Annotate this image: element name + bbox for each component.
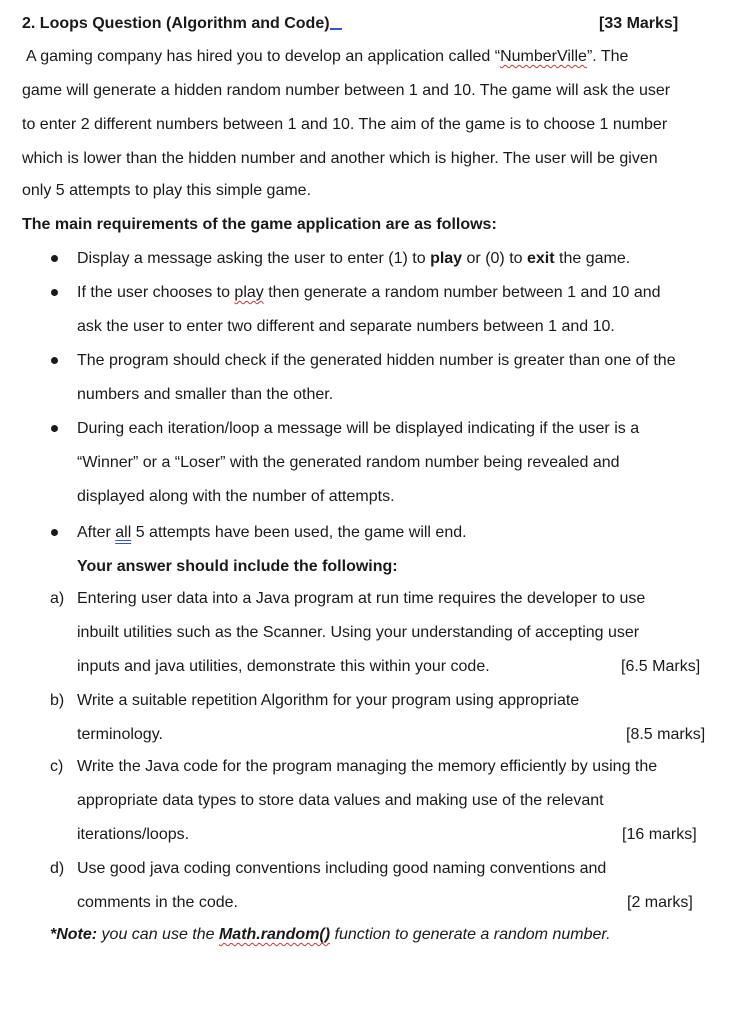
requirements-heading: The main requirements of the game application are as follows: <box>22 216 497 233</box>
part-c-line-2: appropriate data types to store data values and making use of the relevant <box>77 792 604 809</box>
part-a-line-3: inputs and java utilities, demonstrate this within your code. <box>77 658 490 675</box>
bullet-3-line-2: numbers and smaller than the other. <box>77 386 334 403</box>
part-b-marks: [8.5 marks] <box>626 726 706 743</box>
answer-heading: Your answer should include the following: <box>77 558 398 575</box>
part-c-label: c) <box>50 758 64 775</box>
intro-line-5: only 5 attempts to play this simple game. <box>22 182 312 199</box>
part-c-line-3: iterations/loops. <box>77 826 190 843</box>
part-c-line-1: Write the Java code for the program managing the memory efficiently by using the <box>77 758 658 775</box>
bullet-dot <box>51 425 58 432</box>
bullet-dot <box>51 357 58 364</box>
bullet-4-line-2: “Winner” or a “Loser” with the generated random number being revealed and <box>77 454 620 471</box>
bullet-dot <box>51 255 58 262</box>
part-b-label: b) <box>50 692 65 709</box>
part-d-marks: [2 marks] <box>627 894 693 911</box>
app-name: NumberVille <box>500 48 587 65</box>
bullet-4-line-1: During each iteration/loop a message will be displayed indicating if the user is a <box>77 420 640 437</box>
part-b-line-2: terminology. <box>77 726 163 743</box>
bullet-3-line-1: The program should check if the generated hidden number is greater than one of the <box>77 352 676 369</box>
bullet-dot <box>51 289 58 296</box>
part-a-label: a) <box>50 590 65 607</box>
question-title: 2. Loops Question (Algorithm and Code) <box>22 14 342 34</box>
question-marks: [33 Marks] <box>599 15 679 32</box>
intro-line-4: which is lower than the hidden number and another which is higher. The user will be given <box>22 150 658 167</box>
part-a-marks: [6.5 Marks] <box>621 658 701 675</box>
intro-line-2: game will generate a hidden random number between 1 and 10. The game will ask the user <box>22 82 671 99</box>
part-a-line-2: inbuilt utilities such as the Scanner. Using your understanding of accepting user <box>77 624 640 641</box>
bullet-5: After all 5 attempts have been used, the game will end. <box>77 524 467 541</box>
intro-line-1: A gaming company has hired you to develop an application called “NumberVille”. The <box>26 48 629 65</box>
part-d-label: d) <box>50 860 65 877</box>
part-d-line-2: comments in the code. <box>77 894 238 911</box>
part-d-line-1: Use good java coding conventions including good naming conventions and <box>77 860 607 877</box>
bullet-2-line-2: ask the user to enter two different and separate numbers between 1 and 10. <box>77 318 615 335</box>
note: *Note: you can use the Math.random() function to generate a random number. <box>50 926 611 943</box>
title-underline <box>330 28 342 30</box>
bullet-2-line-1: If the user chooses to play then generate a random number between 1 and 10 and <box>77 284 661 301</box>
bullet-1: Display a message asking the user to enter (1) to play or (0) to exit the game. <box>77 250 631 267</box>
part-a-line-1: Entering user data into a Java program at run time requires the developer to use <box>77 590 646 607</box>
part-c-marks: [16 marks] <box>622 826 697 843</box>
bullet-dot <box>51 529 58 536</box>
intro-line-3: to enter 2 different numbers between 1 and 10. The aim of the game is to choose 1 number <box>22 116 668 133</box>
bullet-4-line-3: displayed along with the number of attempts. <box>77 488 395 505</box>
part-b-line-1: Write a suitable repetition Algorithm for your program using appropriate <box>77 692 580 709</box>
